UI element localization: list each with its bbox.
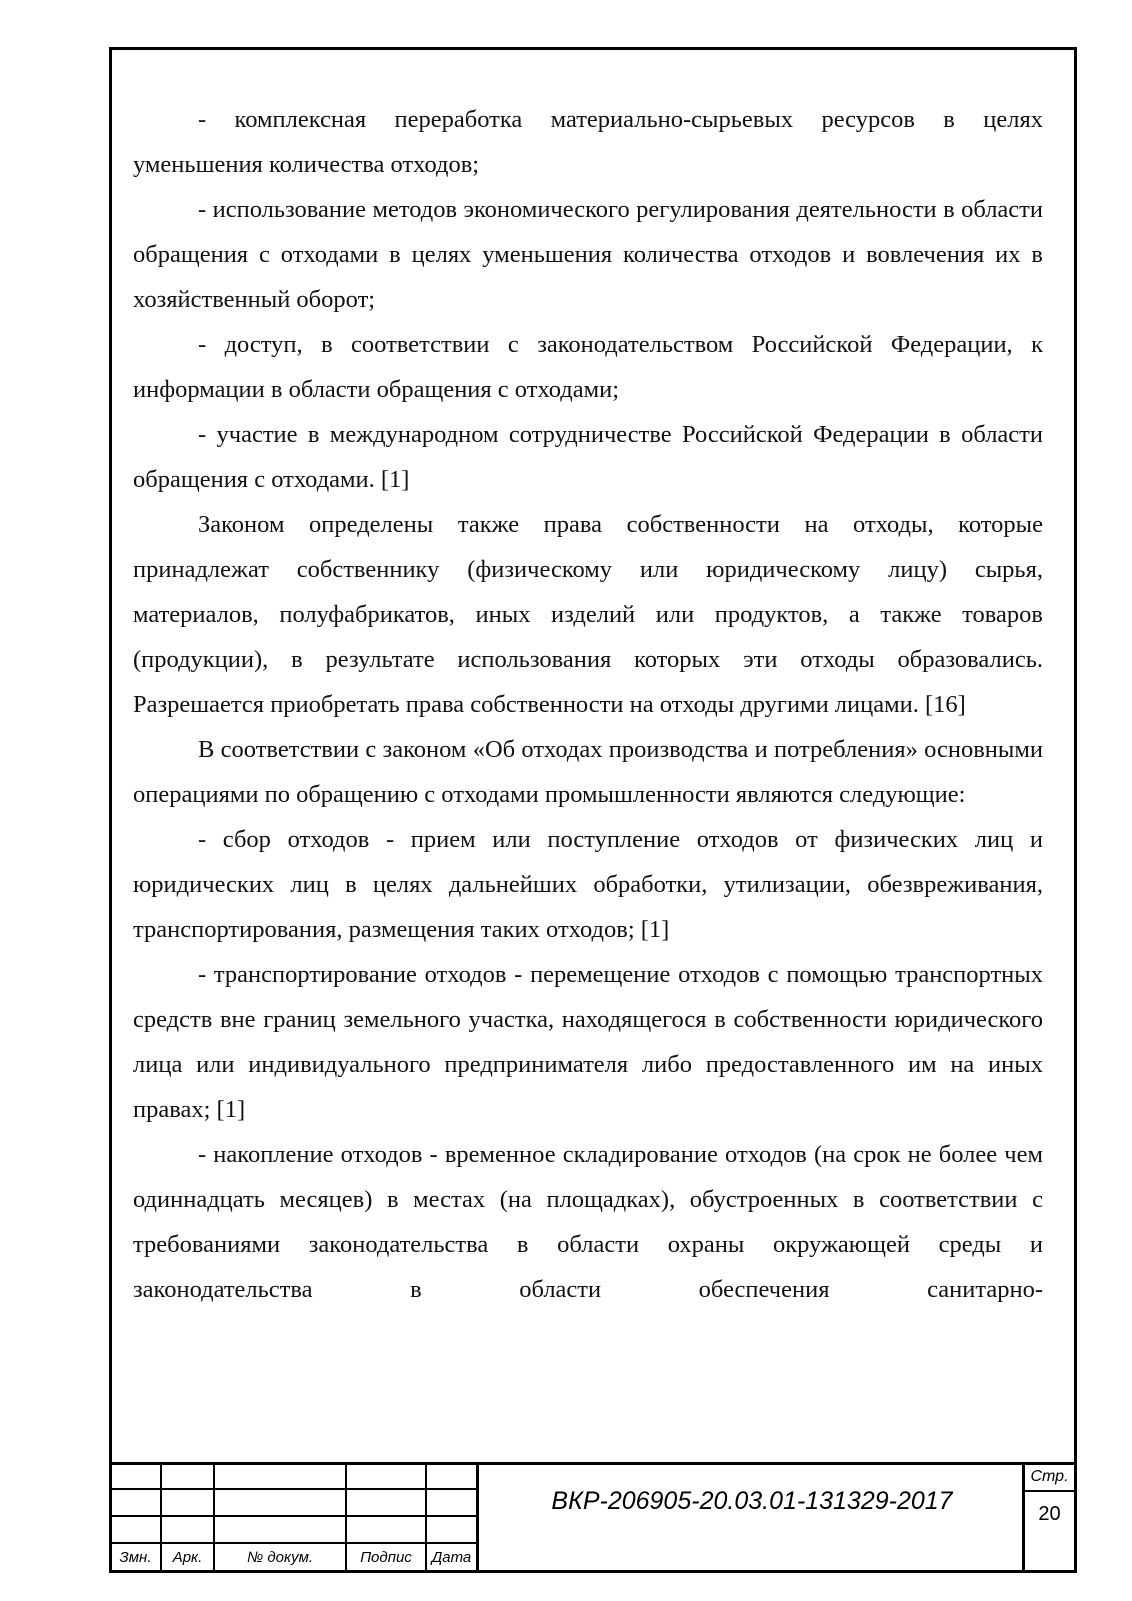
sheet-box-divider — [1022, 1490, 1077, 1492]
sheet-label: Стр. — [1030, 1468, 1069, 1485]
paragraph-9: - накопление отходов - временное складирование отходов (на срок не более чем одиннадцать месяцев) в местах (на площадках), обустроенных в соответствии с требованиями законодательства в области охраны окружающей среды и законодательства в области обеспечения санитарно- — [133, 1141, 1043, 1303]
document-code: ВКР-206905-20.03.01-131329-2017 — [551, 1487, 953, 1515]
paragraph-3: - доступ, в соответствии с законодательством Российской Федерации, к информации в области обращения с отходами; — [133, 331, 1043, 403]
label-signature: Подпис — [360, 1549, 412, 1566]
label-zmn: Змн. — [119, 1549, 152, 1566]
grid-col-5 — [476, 1462, 479, 1573]
paragraph-6: В соответствии с законом «Об отходах производства и потребления» основными операциями по обращению с отходами промышленности являются следующие: — [133, 736, 1043, 808]
document-body — [133, 97, 1043, 1312]
label-ark: Арк. — [172, 1549, 203, 1566]
label-doc-no: № докум. — [246, 1549, 314, 1566]
title-block-top-border — [109, 1462, 1077, 1465]
paragraph-7: - сбор отходов - прием или поступление отходов от физических лиц и юридических лиц в целях дальнейших обработки, утилизации, обезвреживания, транспортирования, размещения таких отходов; [1] — [133, 826, 1043, 943]
title-block — [109, 1462, 1077, 1573]
grid-line-row-3 — [109, 1542, 479, 1544]
grid-line-row-1 — [109, 1488, 479, 1490]
paragraph-1: - комплексная переработка материально-сырьевых ресурсов в целях уменьшения количества отходов; — [133, 106, 1043, 178]
label-date: Дата — [431, 1549, 472, 1566]
sheet-number: 20 — [1038, 1503, 1061, 1525]
paragraph-4: - участие в международном сотрудничестве Российской Федерации в области обращения с отходами. [1] — [133, 421, 1043, 493]
paragraph-2: - использование методов экономического регулирования деятельности в области обращения с отходами в целях уменьшения количества отходов и вовлечения их в хозяйственный оборот; — [133, 196, 1043, 313]
paragraph-5: Законом определены также права собственности на отходы, которые принадлежат собственнику (физическому или юридическому лицу) сырья, материалов, полуфабрикатов, иных изделий или продуктов, а также товаров (продукции), в результате использования которых эти отходы образовались. Разрешается приобретать права собственности на отходы другими лицами. [16] — [133, 511, 1043, 718]
grid-line-row-2 — [109, 1515, 479, 1517]
paragraph-8: - транспортирование отходов - перемещение отходов с помощью транспортных средств вне границ земельного участка, находящегося в собственности юридического лица или индивидуального предпринимателя либо предоставленного им на иных правах; [1] — [133, 961, 1043, 1123]
